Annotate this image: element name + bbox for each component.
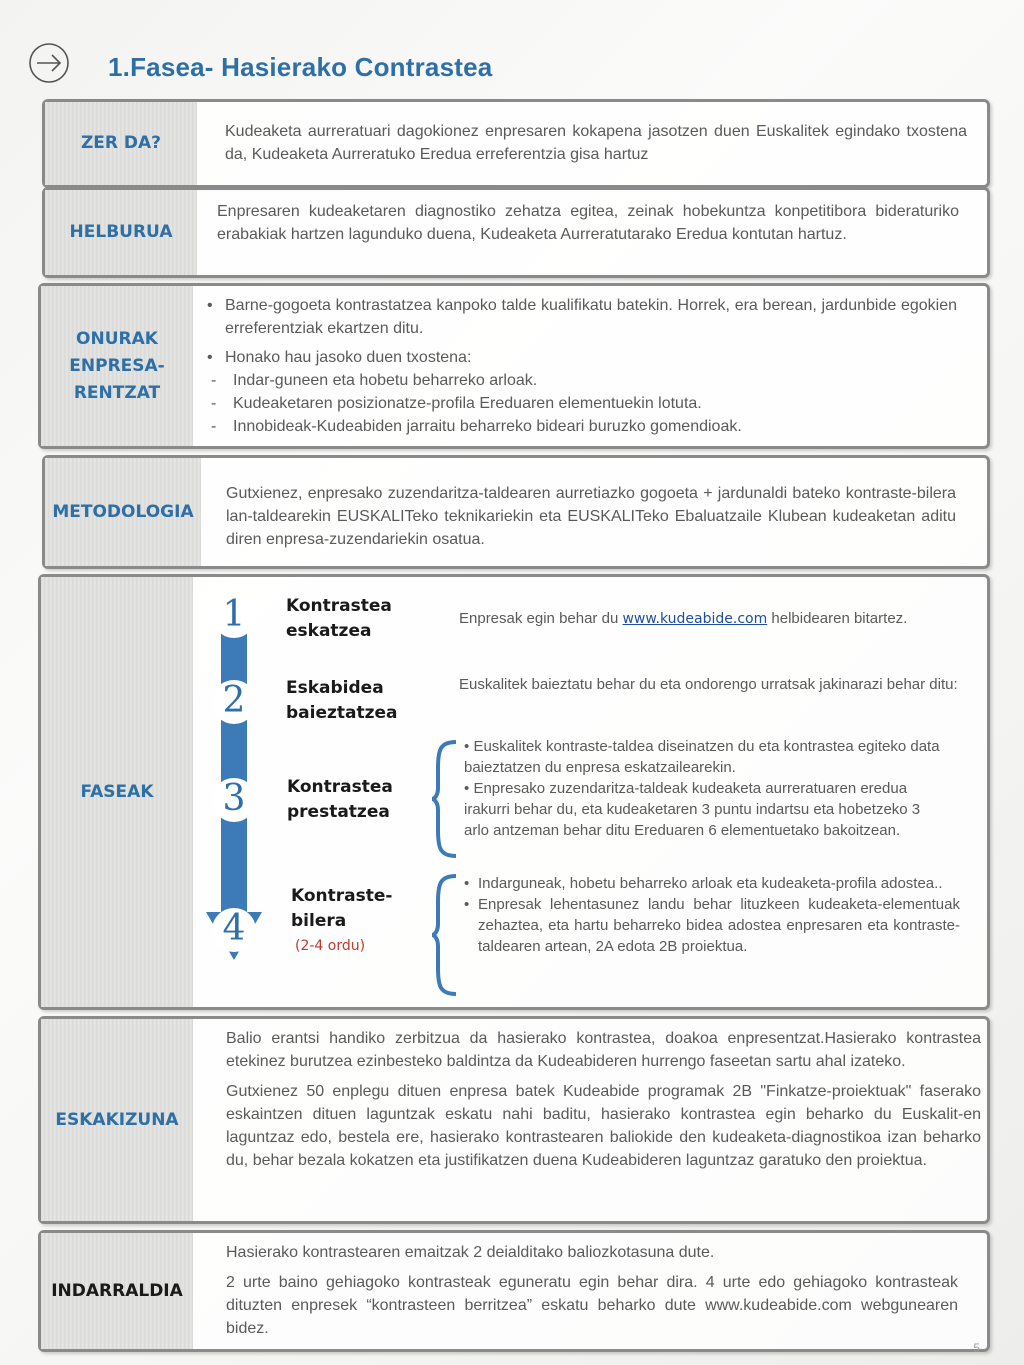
onurak-label-line1: ONURAK bbox=[76, 328, 158, 349]
step-number-1: 1 bbox=[222, 594, 246, 635]
step-title-4: Kontraste- bilera (2-4 ordu) bbox=[291, 884, 392, 959]
indarraldia-section bbox=[38, 1230, 990, 1352]
indarraldia-label: INDARRALDIA bbox=[41, 1233, 193, 1349]
onurak-label-line2: ENPRESA- bbox=[69, 355, 165, 376]
onurak-content bbox=[207, 294, 957, 438]
list-item: • Euskalitek kontraste-taldea diseinatzen du eta kontrastea egiteko data baieztatzen du enpresa eskatzailearekin. bbox=[464, 738, 940, 776]
step4-text bbox=[464, 873, 960, 957]
metodologia-text: Gutxienez, enpresako zuzendaritza-taldearen aurretiazko gogoeta + jardunaldi bateko kontraste-bilera lan-taldearekin EUSKALITeko teknikariekin eta EUSKALITeko Ebaluatzaile Klubean kudeaketan aditu diren enpresa-zuzendariekin osatua. bbox=[226, 485, 956, 548]
indarraldia-p1: Hasierako kontrastearen emaitzak 2 deialditako baliozkotasuna dute. bbox=[226, 1244, 715, 1261]
onurak-label bbox=[41, 286, 193, 446]
zer-da-text: Kudeaketa aurreratuari dagokionez enpresaren kokapena jasotzen duen Euskalitek egindako txostena da, Kudeaketa Aurreratuko Eredua erreferentzia gisa hartuz bbox=[225, 123, 967, 163]
list-item: - Indar-guneen eta hobetu beharreko arloak. bbox=[211, 372, 538, 389]
eskakizuna-p1: Balio erantsi handiko zerbitzua da hasierako kontrastea, doakoa enpresentzat.Hasierako kontrastea etekinez burutzea ezinbesteko baldintza da Kudeabideren hurrengo faseetan sartu ahal izateko. bbox=[226, 1030, 981, 1070]
page-number: 5 bbox=[973, 1341, 980, 1355]
indarraldia-content bbox=[226, 1241, 958, 1340]
list-item: • Enpresako zuzendaritza-taldeak kudeaketa aurreratuaren eredua irakurri behar du, eta kudeaketaren 3 puntu indartsu eta hobetzeko 3 arlo antzeman behar ditu Ereduaren 6 elementuetako bakoitzean. bbox=[464, 780, 921, 839]
curly-brace-icon bbox=[430, 738, 460, 860]
page-title: 1.Fasea- Hasierako Contrastea bbox=[108, 52, 493, 82]
helburua-section bbox=[42, 187, 990, 278]
step-duration-note: (2-4 ordu) bbox=[295, 938, 366, 954]
step1-text: Enpresak egin behar du www.kudeabide.com helbidearen bitartez. bbox=[459, 610, 908, 627]
kudeabide-link[interactable]: www.kudeabide.com bbox=[622, 611, 768, 627]
onurak-section bbox=[38, 283, 990, 449]
zer-da-section bbox=[42, 99, 990, 188]
step-title-3: Kontrastea prestatzea bbox=[287, 777, 393, 822]
eskakizuna-label: ESKAKIZUNA bbox=[41, 1019, 193, 1221]
list-item: • Enpresak lehentasunez landu behar lituzkeen kudeaketa-elementuak zehaztea, eta hartu beharreko bidea adostea enpresaren eta kontraste-taldearen artean, 2A edota 2B proiektua. bbox=[464, 896, 960, 955]
eskakizuna-p2: Gutxienez 50 enplegu dituen enpresa batek Kudeabide programak 2B "Finkatze-proiektuak" faserako eskaintzen dituen laguntzak eskatu nahi baditu, hasierako kontrastea egin beharko du Euskalit-en laguntzaz edo, bestela ere, hasierako kontrastearen baliokide den kudeaketa-diagnostikoa izan beharko du, behar bezala kokatzen eta justifikatzen duena Kudeabideren laguntzaz garatuko den proiektua. bbox=[226, 1083, 981, 1169]
step-number-2: 2 bbox=[222, 680, 246, 721]
eskakizuna-content bbox=[226, 1027, 981, 1172]
helburua-label: HELBURUA bbox=[45, 190, 197, 275]
step3-text bbox=[464, 736, 944, 841]
faseak-label: FASEAK bbox=[41, 577, 193, 1007]
list-item: • Indarguneak, hobetu beharreko arloak eta kudeaketa-profila adostea.. bbox=[464, 875, 943, 892]
metodologia-label: METODOLOGIA bbox=[45, 458, 201, 566]
list-item: - Innobideak-Kudeabiden jarraitu beharreko bideari buruzko gomendioak. bbox=[211, 418, 742, 435]
step-number-4: 4 bbox=[222, 908, 246, 949]
list-item: • Honako hau jasoko duen txostena: bbox=[207, 349, 472, 366]
step2-text: Euskalitek baieztatu behar du eta ondorengo urratsak jakinarazi behar ditu: bbox=[459, 676, 958, 693]
metodologia-section bbox=[42, 455, 990, 569]
step-title-2: Eskabidea baieztatzea bbox=[286, 678, 398, 723]
arrow-right-circle-icon bbox=[28, 42, 70, 84]
zer-da-label: ZER DA? bbox=[45, 102, 197, 185]
step-number-3: 3 bbox=[222, 778, 246, 819]
indarraldia-p2: 2 urte baino gehiagoko kontrasteak eguneratu egin behar dira. 4 urte edo gehiagoko kontrasteak dituzten enpresek “kontrasteen berritzea” eskatu beharko dute www.kudeabide.com webgunearen bidez. bbox=[226, 1274, 958, 1337]
curly-brace-icon bbox=[430, 872, 460, 998]
eskakizuna-section bbox=[38, 1016, 990, 1224]
list-item: • Barne-gogoeta kontrastatzea kanpoko talde kualifikatu batekin. Horrek, era berean, jardunbide egokien erreferentziak ekartzen ditu. bbox=[207, 297, 957, 337]
list-item: - Kudeaketaren posizionatze-profila Ereduaren elementuekin lotuta. bbox=[211, 395, 702, 412]
helburua-text: Enpresaren kudeaketaren diagnostiko zehatza egitea, zeinak hobekuntza konpetitibora bideraturiko erabakiak hartzen lagunduko duena, Kudeaketa Aurreratutarako Eredua kontutan hartuz. bbox=[217, 203, 959, 243]
step-title-1: Kontrastea eskatzea bbox=[286, 596, 392, 641]
onurak-label-line3: RENTZAT bbox=[73, 382, 161, 403]
